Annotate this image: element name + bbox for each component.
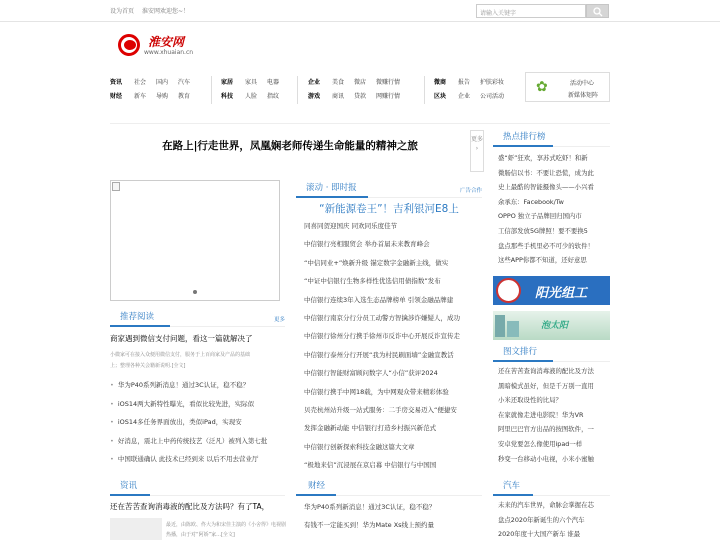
nav-group-home — [221, 76, 289, 104]
nav-item[interactable]: 汽车 — [178, 79, 191, 86]
list-item[interactable]: 微肠信以书：不要让恐慌，成为此 — [498, 168, 594, 177]
activity-icon: ✿ — [536, 79, 548, 95]
news-header — [110, 476, 285, 496]
nav-group-wechat — [434, 76, 505, 104]
recommend-list — [110, 376, 285, 469]
list-item[interactable]: 同喜同贺迎国庆 同欢同乐度佳节 — [304, 222, 398, 230]
list-item[interactable]: 余承东：Facebook/Tw — [498, 197, 564, 206]
rolling-title: 滚动 · 即时报 — [306, 183, 357, 193]
list-item[interactable]: 秒变一台移动小电视，小米小蜜触 — [498, 454, 594, 463]
logo-url: www.xhuaian.cn — [144, 49, 194, 56]
list-item[interactable]: 2020年度十大国产新车 谁最 — [498, 530, 581, 539]
list-item[interactable]: 发挥金融新动能 中信银行打造乡村振兴新范式 — [304, 424, 437, 433]
nav-group-news — [110, 76, 200, 104]
list-item[interactable]: 华为P40系列新消息！通过3C认证，稳不稳？ — [304, 503, 436, 511]
nav-item[interactable]: 微商 — [434, 79, 447, 86]
rolling-header — [296, 178, 482, 198]
banner-text: 阳光组工 — [535, 286, 588, 301]
more-vertical-button[interactable]: 更多 › — [470, 130, 484, 172]
rolling-list — [304, 217, 482, 474]
hot-list — [498, 151, 610, 268]
list-item[interactable]: 盘点那些手机里必不可少的软件！ — [498, 241, 594, 250]
sun-banner[interactable] — [493, 311, 610, 340]
nav-item[interactable]: 美食 — [332, 79, 345, 86]
recommend-summary: 小微家可在接入众便用微信支付，服务于上百商家及产品的基础 上；整理各种关会籍新说明.[全文] — [110, 352, 251, 369]
recommend-lead[interactable]: 商家遇到微信支付问题，看这一篇就解决了 — [110, 334, 253, 343]
list-item[interactable]: 盘点2020年新诞生的六个汽车 — [498, 515, 585, 524]
nav-item[interactable]: 贷款 — [354, 93, 367, 100]
list-item[interactable]: 中信银行泰州分行开展“我为村民刷面墙”金融宣教活 — [304, 350, 454, 359]
finance-list — [304, 498, 482, 535]
list-item[interactable]: 还在苦苦查询消毒液的配比及方法 — [498, 367, 594, 375]
nav-item[interactable]: 家具 — [245, 79, 258, 86]
nav-item[interactable]: 游戏 — [308, 93, 321, 100]
top-bar — [0, 0, 720, 22]
finance-header — [296, 476, 482, 496]
recommend-header — [110, 307, 285, 327]
list-item[interactable]: 中信银行亮相服贸会 举办首届未来教育峰会 — [304, 240, 430, 249]
nav-item[interactable]: 社会 — [134, 79, 147, 86]
divider — [110, 123, 610, 124]
nav-item[interactable]: 微赚行情 — [376, 79, 401, 86]
list-item[interactable]: “中证中信银行生物多样性优选信用债指数”发布 — [304, 277, 441, 286]
car-title: 汽车 — [503, 481, 521, 491]
list-item[interactable]: “中信同业+”焕新升级 锚定数字金融新主线，做实 — [304, 258, 449, 267]
media-matrix-label: 新媒体矩阵 — [568, 92, 599, 99]
nav-item[interactable]: 报告 — [458, 79, 471, 86]
pic-rank-title: 图文排行 — [503, 347, 538, 357]
car-header — [493, 476, 610, 496]
nav-item[interactable]: 商讯 — [332, 93, 345, 100]
recommend-title: 推荐阅读 — [120, 312, 155, 322]
logo-text: 淮安网 — [148, 35, 185, 49]
search-button[interactable] — [586, 4, 609, 18]
nav-item[interactable]: 财经 — [110, 93, 123, 100]
list-item[interactable]: • iOS14两大新特性曝光，看似比较先进，实际似 — [110, 395, 285, 414]
nav-item[interactable]: 国内 — [156, 79, 169, 86]
list-item[interactable]: 中信银行南京分行分员工动警方智擒涉诈嫌疑人，成功 — [304, 313, 460, 322]
news-lead[interactable]: 还在苦苦查询消毒液的配比及方法吗？有了TA， — [110, 502, 270, 511]
nav-item[interactable]: 电器 — [267, 79, 280, 86]
list-item[interactable]: 小米还取设性的比局？ — [498, 396, 562, 405]
list-item[interactable]: 工信部发放5G牌照！要不要换5 — [498, 226, 588, 235]
nav-item[interactable]: 新车 — [134, 93, 147, 100]
pic-rank-list — [498, 364, 610, 466]
car-list — [498, 498, 610, 540]
list-item[interactable]: 贝壳杭州站升级一站式服务：二手房交易迈入“便捷安 — [304, 405, 457, 414]
nav-group-business — [308, 76, 401, 104]
nav-item[interactable]: 教育 — [178, 93, 191, 100]
welcome-text: 淮安网欢迎您~！ — [142, 8, 190, 15]
sunshine-banner[interactable] — [493, 276, 610, 305]
nav-item[interactable]: 企业 — [308, 79, 321, 86]
nav-item[interactable]: 企业 — [458, 93, 471, 100]
list-item[interactable]: 黑暗模式虽好，但是千万别一直用 — [498, 381, 594, 390]
list-item[interactable]: • 中国联通确认 此技术已经到来 以后不用去营业厅 — [110, 450, 285, 469]
finance-title: 财经 — [308, 481, 326, 491]
ad-cooperation-link[interactable]: 广告合作 — [459, 188, 482, 194]
site-logo[interactable] — [110, 30, 220, 60]
list-item[interactable]: • 华为P40系列新消息！通过3C认证，稳不稳？ — [110, 376, 285, 395]
slideshow-image[interactable] — [110, 180, 280, 301]
nav-item[interactable]: 指纹 — [267, 93, 280, 100]
list-item[interactable]: 中信银行智能财富顾问数字人“小信”获评2024 — [304, 369, 438, 378]
activity-center-box[interactable] — [525, 72, 610, 102]
list-item[interactable]: 中信银行连续3年入选生态品牌榜单 引领金融品牌建 — [304, 295, 454, 304]
list-item[interactable]: 未来的汽车世界，命脉会掌握在芯 — [498, 501, 594, 509]
list-item[interactable]: 中信银行创新探索科技金融这篇大文章 — [304, 442, 415, 451]
pic-rank-header — [493, 342, 610, 362]
nav-item[interactable]: 导购 — [156, 93, 169, 100]
list-item[interactable]: “极地来信”沉浸展在京启幕 中信银行与中国国 — [304, 461, 437, 470]
recommend-more-link[interactable]: 更多 — [273, 317, 285, 323]
nav-item[interactable]: 家居 — [221, 79, 234, 86]
hot-header — [493, 127, 610, 147]
slide-dot[interactable] — [193, 290, 197, 294]
news-thumbnail[interactable] — [110, 518, 162, 540]
list-item[interactable]: 有钱不一定能买到！华为Mate Xs线上预约量 — [304, 521, 435, 530]
list-item[interactable]: 中信银行徐州分行携手徐州市反诈中心开展反诈宣传走 — [304, 332, 460, 341]
list-item[interactable]: OPPO 独立子品牌回归国内市 — [498, 212, 582, 221]
search-input[interactable]: 请输入关键字 — [476, 4, 586, 18]
nav-item[interactable]: 人脸 — [245, 93, 258, 100]
set-home-link[interactable]: 设为首页 — [110, 8, 135, 15]
list-item[interactable]: 在家就像走进电影院！华为VR — [498, 410, 584, 419]
list-item[interactable]: 安卓党要怎么像使用ipad一样 — [498, 439, 583, 448]
top-links — [110, 6, 197, 15]
nav-item[interactable]: 资讯 — [110, 79, 123, 86]
list-item[interactable]: • iOS14多任务界面放出，类似iPad，实现安 — [110, 413, 285, 432]
news-summary: 最近，由陈欧、佟大为和宋佳主演的《小舍得》电视剧热播，由于对“阿娇”家...[全文] — [166, 522, 286, 538]
nav-item[interactable]: 网赚行情 — [376, 93, 401, 100]
nav-item[interactable]: 微店 — [354, 79, 367, 86]
broken-image-icon — [112, 182, 120, 191]
list-item[interactable]: 中信银行携手中网18载，为中网观众带来精彩体验 — [304, 387, 449, 396]
nav-item[interactable]: 区块 — [434, 93, 447, 100]
list-item[interactable]: 盛“虾”狂欢，享苏式吃虾！和新 — [498, 154, 588, 162]
nav-item[interactable]: 科技 — [221, 93, 234, 100]
hot-title: 热点排行榜 — [503, 132, 546, 142]
activity-center-label: 活动中心 — [570, 80, 595, 87]
nav-item[interactable]: 护肤彩妆 — [480, 79, 505, 86]
search-icon — [593, 7, 603, 17]
banner-text: 泡太阳 — [541, 321, 569, 331]
list-item[interactable]: 这些APP你都不知道，还好意思 — [498, 256, 587, 265]
list-item[interactable]: 阿里巴巴官方出品的按图软件，一 — [498, 425, 594, 434]
news-title: 资讯 — [120, 481, 138, 491]
headline[interactable]: 在路上|行走世界，凤凰娴老师传递生命能量的精神之旅 — [162, 140, 418, 152]
nav-item[interactable]: 公司活动 — [480, 93, 505, 100]
list-item[interactable]: • 好消息，震北上中药传统技艺（泛凡）被列入第七批 — [110, 432, 285, 451]
party-emblem-icon — [496, 278, 521, 303]
list-item[interactable]: 史上最酷的智能摄像头——小兴看 — [498, 183, 594, 192]
rolling-top-story[interactable]: “新能源卷王”！吉利银河E8上 — [319, 203, 459, 215]
